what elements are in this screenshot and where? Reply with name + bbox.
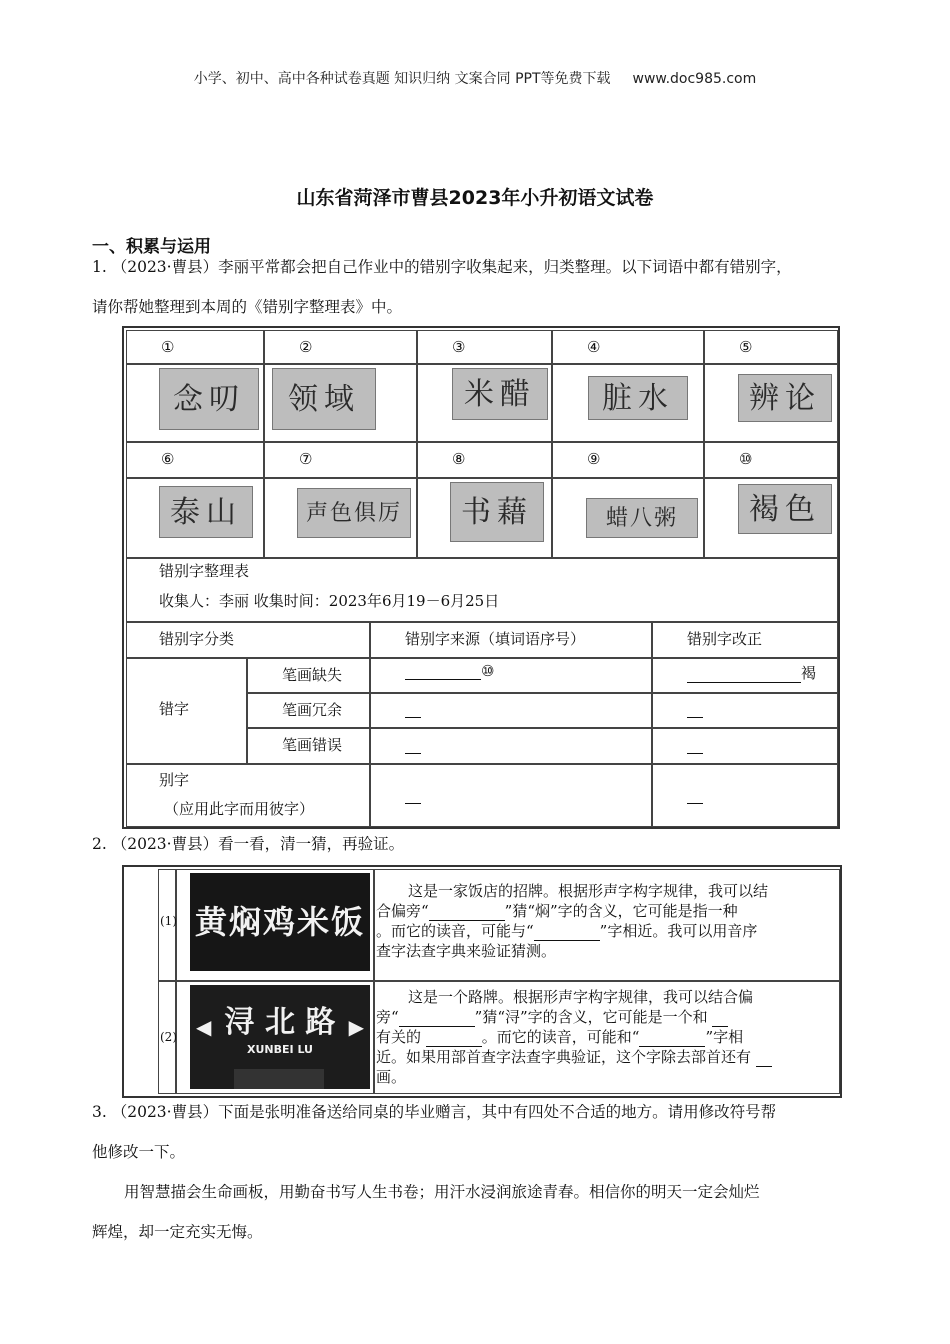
bieizi-source-blank[interactable] [405, 786, 421, 804]
category-cuozi: 错字 [159, 700, 190, 718]
road-sign-image [190, 985, 370, 1089]
handwriting-image-9: 蜡八粥 [586, 498, 698, 538]
num-cell-5: ⑤ [704, 330, 838, 364]
header-text: 小学、初中、高中各种试卷真题 知识归纳 文案合同 PPT等免费下载 [193, 71, 611, 87]
sign-table [122, 865, 842, 1098]
q3-paragraph-2: 辉煌，却一定充实无悔。 [92, 1223, 263, 1241]
sub-missing: 笔画缺失 [282, 666, 343, 684]
handwriting-image-8: 书藉 [450, 482, 544, 542]
row1-label: (1) [160, 914, 177, 928]
missing-correction[interactable]: 褐 [687, 662, 816, 683]
collector-info: 收集人：李丽 收集时间：2023年6月19－6月25日 [159, 592, 500, 610]
wrong-source-blank[interactable] [405, 736, 421, 754]
num-cell-4: ④ [552, 330, 704, 364]
row1-text-2: 合偏旁“ ”猜“焖”字的含义，它可能是指一种 [376, 902, 738, 920]
typo-table [122, 326, 840, 829]
sub-wrong: 笔画错误 [282, 736, 343, 754]
handwriting-image-5: 辨论 [738, 374, 832, 422]
arrow-left-icon: ◀ [196, 1015, 212, 1039]
handwriting-image-3: 米醋 [452, 368, 548, 420]
restaurant-sign-image: 黄焖鸡米饭 [190, 873, 370, 971]
bieizi-note: （应用此字而用彼字） [164, 800, 315, 818]
handwriting-image-1: 念叨 [159, 368, 259, 430]
handwriting-image-10: 褐色 [738, 484, 832, 534]
q1-line1: 1. （2023·曹县）李丽平常都会把自己作业中的错别字收集起来，归类整理。以下词语中都有错别字， [92, 258, 792, 276]
row2-text-2: 旁“ ”猜“浔”字的含义，它可能是一个和 [376, 1007, 728, 1027]
section-heading: 一、积累与运用 [92, 237, 211, 257]
num-cell-9: ⑨ [552, 442, 704, 478]
num-cell-6: ⑥ [126, 442, 264, 478]
row2-blank-meaning[interactable] [712, 1010, 728, 1027]
sub-extra: 笔画冗余 [282, 701, 343, 719]
header-category: 错别字分类 [159, 630, 235, 648]
wrong-correction-blank[interactable] [687, 736, 703, 754]
handwriting-image-7: 声色俱厉 [297, 488, 411, 538]
num-cell-3: ③ [417, 330, 552, 364]
row1-blank-radical[interactable] [429, 904, 505, 921]
q3-line1: 3. （2023·曹县）下面是张明准备送给同桌的毕业赠言，其中有四处不合适的地方。请用修改符号帮 [92, 1103, 777, 1121]
bieizi-correction-blank[interactable] [687, 786, 703, 804]
summary-table-title: 错别字整理表 [159, 562, 250, 580]
extra-correction-blank[interactable] [687, 700, 703, 718]
row2-text-1: 这是一个路牌。根据形声字构字规律，我可以结合偏 [408, 988, 754, 1006]
header-source: 错别字来源（填词语序号） [405, 630, 586, 648]
row1-text-3: 。而它的读音，可能与“ ”字相近。我可以用音序 [376, 922, 758, 940]
row1-text-1: 这是一家饭店的招牌。根据形声字构字规律，我可以结 [408, 882, 769, 900]
row2-blank-sound[interactable] [639, 1030, 705, 1047]
missing-source[interactable]: ⑩ [405, 662, 494, 680]
extra-source-blank[interactable] [405, 700, 421, 718]
row2-label: (2) [160, 1030, 177, 1044]
handwriting-image-6: 泰山 [159, 486, 253, 538]
arrow-right-icon: ▶ [348, 1015, 364, 1039]
page-header [0, 68, 950, 88]
row2-blank-strokes[interactable] [756, 1050, 772, 1067]
num-cell-8: ⑧ [417, 442, 552, 478]
row2-text-3: 有关的 。而它的读音，可能和“ ”字相 [376, 1028, 744, 1046]
row1-blank-sound[interactable] [534, 924, 600, 941]
num-cell-10: ⑩ [704, 442, 838, 478]
row1-text-4: 查字法查字典来验证猜测。 [376, 942, 557, 960]
row2-text-4: 近。如果用部首查字法查字典验证，这个字除去部首还有 [376, 1047, 772, 1067]
road-sign-pinyin: XUNBEI LU [247, 1043, 313, 1056]
category-bieizi: 别字 [159, 771, 190, 789]
num-cell-2: ② [264, 330, 417, 364]
header-correction: 错别字改正 [687, 630, 763, 648]
q3-line2: 他修改一下。 [92, 1143, 186, 1161]
q2-line: 2. （2023·曹县）看一看，清一猜，再验证。 [92, 835, 405, 853]
header-url[interactable]: www.doc985.com [632, 71, 757, 87]
row2-text-5: 画。 [376, 1068, 407, 1086]
road-sign-name: 浔 北 路 [224, 1005, 336, 1040]
handwriting-image-4: 脏水 [588, 376, 688, 420]
page-title: 山东省菏泽市曹县2023年小升初语文试卷 [296, 187, 654, 209]
row2-blank-radical[interactable] [399, 1010, 475, 1027]
handwriting-image-2: 领域 [272, 368, 376, 430]
num-cell-7: ⑦ [264, 442, 417, 478]
q1-line2: 请你帮她整理到本周的《错别字整理表》中。 [92, 298, 403, 316]
num-cell-1: ① [126, 330, 264, 364]
row2-blank-category[interactable] [426, 1030, 482, 1047]
q3-paragraph-1: 用智慧描会生命画板，用勤奋书写人生书卷；用汗水浸润旅途青春。相信你的明天一定会灿烂 [124, 1183, 760, 1201]
